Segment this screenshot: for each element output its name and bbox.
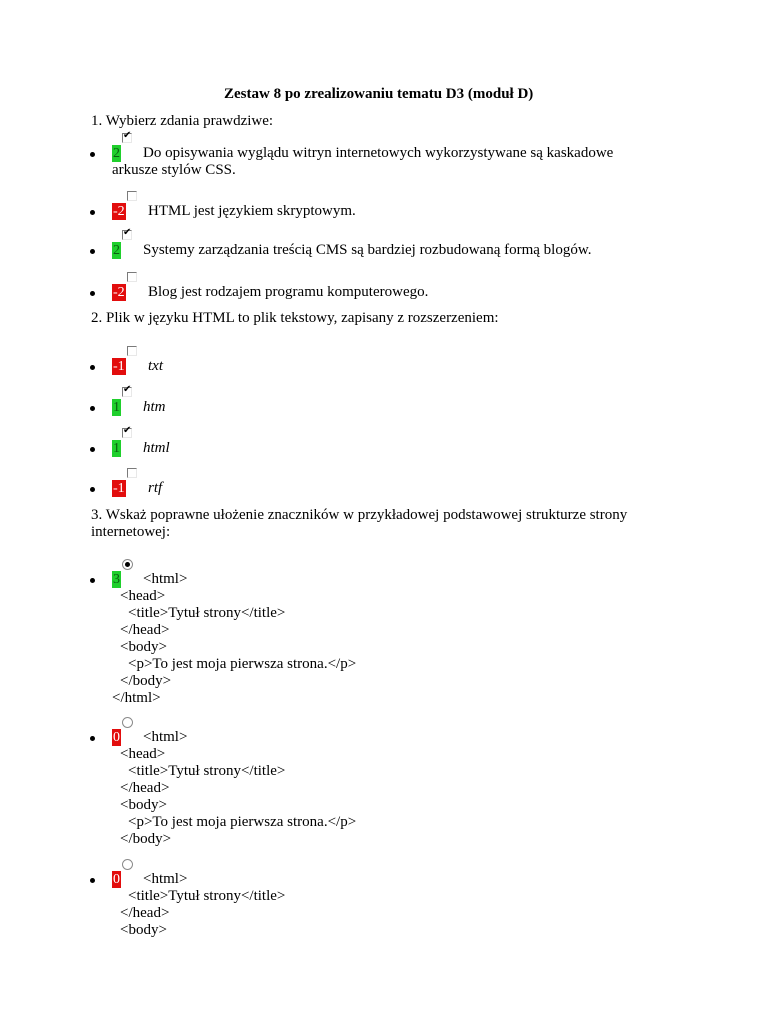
question-2-text: 2. Plik w języku HTML to plik tekstowy, zapisany z rozszerzeniem: bbox=[91, 310, 499, 326]
option-text-continued: arkusze stylów CSS. bbox=[112, 162, 236, 178]
code-line: </head> bbox=[120, 622, 170, 638]
question-3-text-continued: internetowej: bbox=[91, 524, 171, 540]
radio-unselected[interactable] bbox=[122, 859, 133, 870]
bullet-icon bbox=[90, 878, 95, 883]
question-3-text: 3. Wskaż poprawne ułożenie znaczników w przykładowej podstawowej strukturze strony bbox=[91, 507, 628, 523]
bullet-icon bbox=[90, 249, 95, 254]
code-line: <html> bbox=[143, 871, 188, 887]
code-line: </html> bbox=[112, 690, 161, 706]
code-line: <p>To jest moja pierwsza strona.</p> bbox=[128, 814, 357, 830]
score-badge: 0 bbox=[113, 872, 120, 887]
option-text: txt bbox=[148, 358, 163, 374]
checkbox-checked[interactable]: ✔ bbox=[123, 384, 132, 395]
option-text: Do opisywania wyglądu witryn internetowych wykorzystywane są kaskadowe bbox=[143, 145, 614, 161]
bullet-icon bbox=[90, 736, 95, 741]
bullet-icon bbox=[90, 365, 95, 370]
code-line: <head> bbox=[120, 588, 166, 604]
option-text: htm bbox=[143, 399, 166, 415]
code-line: </head> bbox=[120, 905, 170, 921]
code-line: </body> bbox=[120, 831, 172, 847]
option-text: Blog jest rodzajem programu komputerowego. bbox=[148, 284, 429, 300]
checkbox-unchecked[interactable] bbox=[127, 191, 137, 201]
code-line: <html> bbox=[143, 729, 188, 745]
question-1-text: 1. Wybierz zdania prawdziwe: bbox=[91, 113, 274, 129]
score-badge: -2 bbox=[113, 204, 125, 219]
checkbox-checked[interactable]: ✔ bbox=[123, 425, 132, 436]
score-badge: 2 bbox=[113, 146, 120, 161]
radio-unselected[interactable] bbox=[122, 717, 133, 728]
option-text: html bbox=[143, 440, 170, 456]
code-line: <body> bbox=[120, 639, 167, 655]
bullet-icon bbox=[90, 447, 95, 452]
bullet-icon bbox=[90, 578, 95, 583]
code-line: </body> bbox=[120, 673, 172, 689]
bullet-icon bbox=[90, 291, 95, 296]
code-line: <body> bbox=[120, 922, 167, 938]
checkbox-checked[interactable]: ✔ bbox=[123, 130, 132, 141]
score-badge: 1 bbox=[113, 400, 120, 415]
code-line: <title>Tytuł strony</title> bbox=[128, 888, 286, 904]
bullet-icon bbox=[90, 406, 95, 411]
bullet-icon bbox=[90, 487, 95, 492]
score-badge: 1 bbox=[113, 441, 120, 456]
bullet-icon bbox=[90, 152, 95, 157]
score-badge: -2 bbox=[113, 285, 125, 300]
option-text: rtf bbox=[148, 480, 163, 496]
code-line: </head> bbox=[120, 780, 170, 796]
checkbox-unchecked[interactable] bbox=[127, 468, 137, 478]
score-badge: -1 bbox=[113, 359, 125, 374]
checkbox-unchecked[interactable] bbox=[127, 272, 137, 282]
checkbox-unchecked[interactable] bbox=[127, 346, 137, 356]
radio-selected[interactable] bbox=[122, 559, 133, 570]
code-line: <title>Tytuł strony</title> bbox=[128, 763, 286, 779]
bullet-icon bbox=[90, 210, 95, 215]
score-badge: 0 bbox=[113, 730, 120, 745]
score-badge: -1 bbox=[113, 481, 125, 496]
page-title: Zestaw 8 po zrealizowaniu tematu D3 (moduł D) bbox=[224, 86, 534, 102]
option-text: HTML jest językiem skryptowym. bbox=[148, 203, 356, 219]
code-line: <p>To jest moja pierwsza strona.</p> bbox=[128, 656, 357, 672]
code-line: <head> bbox=[120, 746, 166, 762]
score-badge: 3 bbox=[113, 572, 120, 587]
code-line: <body> bbox=[120, 797, 167, 813]
checkbox-checked[interactable]: ✔ bbox=[123, 227, 132, 238]
code-line: <html> bbox=[143, 571, 188, 587]
option-text: Systemy zarządzania treścią CMS są bardziej rozbudowaną formą blogów. bbox=[143, 242, 592, 258]
score-badge: 2 bbox=[113, 243, 120, 258]
code-line: <title>Tytuł strony</title> bbox=[128, 605, 286, 621]
